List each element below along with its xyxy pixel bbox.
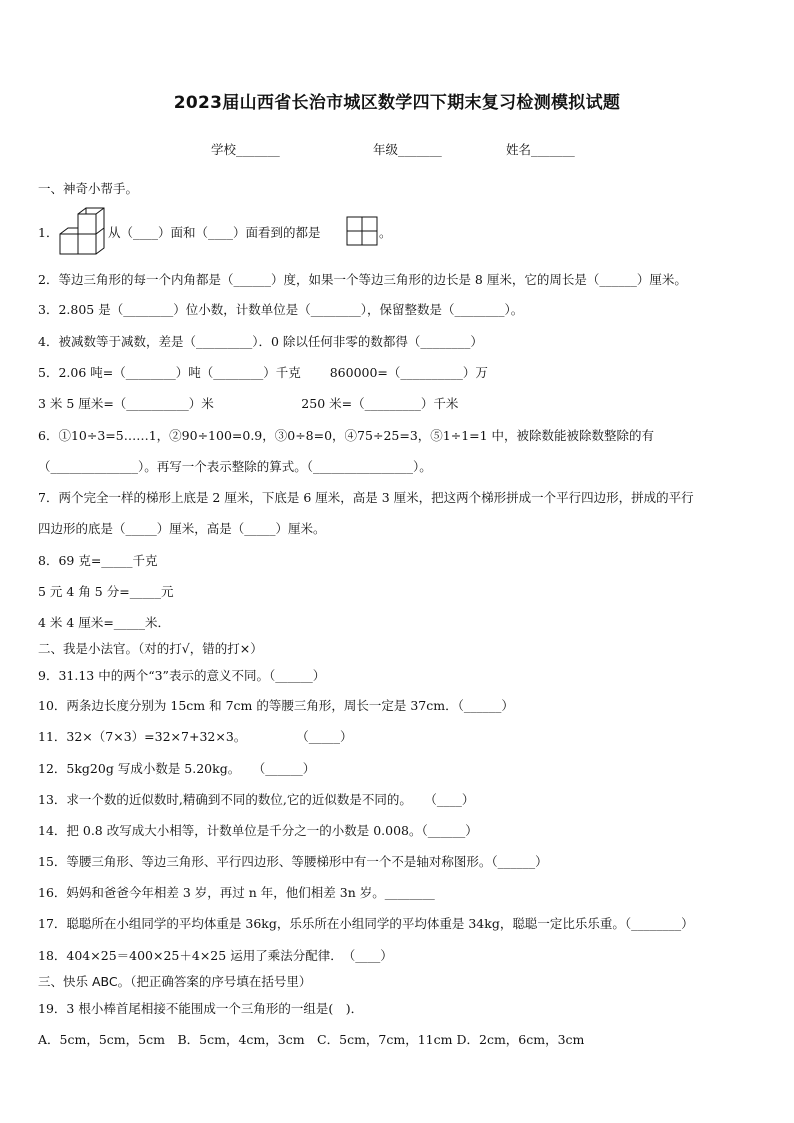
section-heading-3: 三、快乐 ABC。（把正确答案的序号填在括号里） [38, 974, 312, 989]
question-19-options: A．5cm，5cm，5cm B．5cm，4cm，3cm C．5cm，7cm，11cm D．2cm，6cm，3cm [38, 1032, 585, 1047]
question-8-line-3: 4 米 4 厘米=_____米． [38, 615, 171, 630]
question-13: 13．求一个数的近似数时,精确到不同的数位,它的近似数是不同的。 （____） [38, 792, 475, 807]
question-7-line-2: 四边形的底是（_____）厘米，高是（_____）厘米。 [38, 521, 326, 536]
question-7-line-1: 7．两个完全一样的梯形上底是 2 厘米，下底是 6 厘米，高是 3 厘米，把这两个梯形拼成一个平行四边形，拼成的平行 [38, 490, 694, 505]
question-12: 12．5kg20g 写成小数是 5.20kg。 （______） [38, 761, 316, 776]
question-15: 15．等腰三角形、等边三角形、平行四边形、等腰梯形中有一个不是轴对称图形。（______） [38, 854, 548, 869]
grade-field: 年级_______ [373, 142, 442, 157]
square-grid-figure [346, 216, 378, 246]
question-5-line-2: 3 米 5 厘米=（__________）米 250 米=（_________）千米 [38, 396, 459, 411]
question-18: 18．404×25＝400×25＋4×25 运用了乘法分配律． （____） [38, 948, 393, 963]
question-9: 9．31.13 中的两个“3”表示的意义不同。（______） [38, 668, 326, 683]
section-heading-2: 二、我是小法官。（对的打√，错的打×） [38, 641, 263, 656]
question-8-line-1: 8．69 克=_____千克 [38, 553, 158, 568]
question-17: 17．聪聪所在小组同学的平均体重是 36kg，乐乐所在小组同学的平均体重是 34kg，聪聪一定比乐乐重。（________） [38, 916, 694, 931]
name-field: 姓名_______ [506, 142, 575, 157]
question-2: 2．等边三角形的每一个内角都是（______）度，如果一个等边三角形的边长是 8 厘米，它的周长是（______）厘米。 [38, 272, 687, 287]
question-10: 10．两条边长度分别为 15cm 和 7cm 的等腰三角形，周长一定是 37cm．（______） [38, 698, 514, 713]
section-heading-1: 一、神奇小帮手。 [38, 181, 139, 196]
page-title: 2023届山西省长治市城区数学四下期末复习检测模拟试题 [173, 93, 621, 113]
school-field: 学校_______ [211, 142, 280, 157]
question-5-line-1: 5．2.06 吨=（________）吨（________）千克 860000=（__________）万 [38, 365, 488, 380]
question-14: 14．把 0.8 改写成大小相等，计数单位是千分之一的小数是 0.008。（______） [38, 823, 478, 838]
question-16: 16．妈妈和爸爸今年相差 3 岁，再过 n 年，他们相差 3n 岁。________ [38, 885, 435, 900]
question-8-line-2: 5 元 4 角 5 分=_____元 [38, 584, 174, 599]
question-1-number: 1． [38, 225, 59, 240]
question-11: 11．32×（7×3）=32×7+32×3。 （_____） [38, 729, 353, 744]
question-3: 3．2.805 是（________）位小数，计数单位是（________），保留整数是（________）。 [38, 302, 524, 317]
question-6-line-1: 6．①10÷3=5……1，②90÷100=0.9，③0÷8=0，④75÷25=3，⑤1÷1=1 中，被除数能被除数整除的有 [38, 428, 655, 443]
question-1-text: 从（____）面和（____）面看到的都是 [108, 225, 321, 240]
question-4: 4．被减数等于减数，差是（_________）．0 除以任何非零的数都得（________） [38, 334, 483, 349]
question-1-end: 。 [379, 225, 392, 240]
question-19: 19．3 根小棒首尾相接不能围成一个三角形的一组是( )． [38, 1001, 364, 1016]
cube-stack-figure [58, 204, 108, 256]
question-6-line-2: （______________）。再写一个表示整除的算式。（________________）。 [38, 459, 432, 474]
